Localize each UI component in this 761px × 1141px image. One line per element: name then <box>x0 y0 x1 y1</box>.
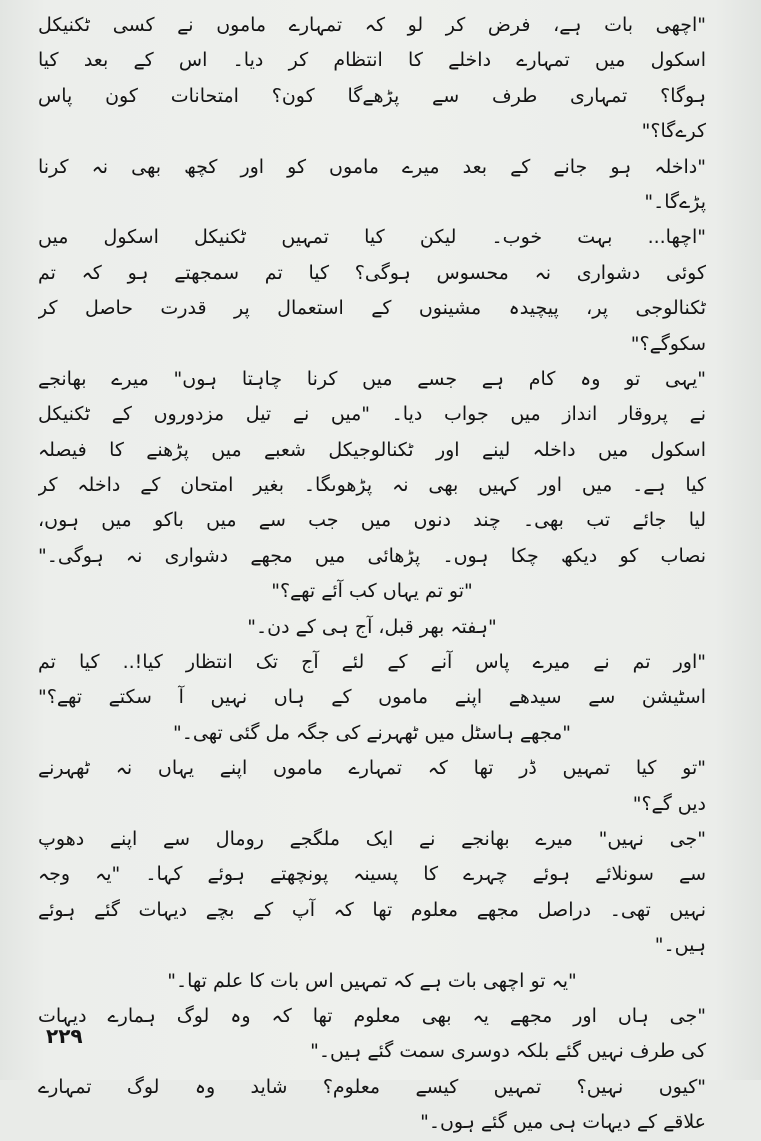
text-line: علاقے کے دیہات ہی میں گئے ہوں۔" <box>420 1111 706 1134</box>
body-text <box>38 8 706 1141</box>
text-line: ٹکنالوجی پر، پیچیدہ مشینوں کے استعمال پر قدرت حاصل کر <box>38 297 706 320</box>
text-line: اسکول میں تمہارے داخلے کا انتظام کر دیا۔ اس کے بعد کیا <box>38 49 706 72</box>
text-line: "جی نہیں" میرے بھانجے نے ایک ملگجے رومال سے اپنے دھوپ <box>38 827 706 850</box>
text-line: "اچھی بات ہے، فرض کر لو کہ تمہارے ماموں نے کسی ٹکنیکل <box>38 14 706 36</box>
text-line: ہیں۔" <box>654 934 706 957</box>
text-line: سے سونلائے ہوئے چہرے کا پسینہ پونچھتے ہوئے کہا۔ "یہ وجہ <box>38 863 706 886</box>
text-line: "کیوں نہیں؟ تمہیں کیسے معلوم؟ شاید وہ لوگ تمہارے <box>38 1075 706 1098</box>
text-line: اسٹیشن سے سیدھے اپنے ماموں کے ہاں نہیں آ سکتے تھے؟" <box>38 686 706 709</box>
text-line: "داخلہ ہو جانے کے بعد میرے ماموں کو اور کچھ بھی نہ کرنا <box>38 155 706 178</box>
text-line: نصاب کو دیکھ چکا ہوں۔ پڑھائی میں مجھے دشواری نہ ہوگی۔" <box>38 544 706 567</box>
text-line: "یہ تو اچھی بات ہے کہ تمہیں اس بات کا علم تھا۔" <box>167 969 577 992</box>
text-line: سکوگے؟" <box>630 332 706 355</box>
text-line: "مجھے ہاسٹل میں ٹھہرنے کی جگہ مل گئی تھی۔" <box>173 721 571 744</box>
text-line: دیں گے؟" <box>632 792 706 815</box>
text-line: "ہفتہ بھر قبل، آج ہی کے دن۔" <box>247 615 497 638</box>
text-line: نہیں تھی۔ دراصل مجھے معلوم تھا کہ آپ کے بچے دیہات گئے ہوئے <box>38 898 706 921</box>
text-line: ہوگا؟ تمہاری طرف سے پڑھےگا کون؟ امتحانات کون پاس <box>38 84 706 107</box>
text-line: کرےگا؟" <box>641 120 706 143</box>
text-line: "جی ہاں اور مجھے یہ بھی معلوم تھا کہ وہ لوگ ہمارے دیہات <box>38 1004 706 1027</box>
text-line: کوئی دشواری نہ محسوس ہوگی؟ کیا تم سمجھتے ہو کہ تم <box>38 261 706 284</box>
text-line: "اور تم نے میرے پاس آنے کے لئے آج تک انتظار کیا!.. کیا تم <box>38 651 706 674</box>
text-line: "تو کیا تمہیں ڈر تھا کہ تمہارے ماموں اپنے یہاں نہ ٹھہرنے <box>38 757 706 780</box>
text-line: "اچھا... بہت خوب۔ لیکن کیا تمہیں ٹکنیکل اسکول میں <box>38 226 706 249</box>
text-line: پڑےگا۔" <box>644 190 706 213</box>
text-line: اسکول میں داخلہ لینے اور ٹکنالوجیکل شعبے میں پڑھنے کا فیصلہ <box>38 438 706 461</box>
text-line: کیا ہے۔ میں اور کہیں بھی نہ پڑھوںگا۔ بغیر امتحان کے داخلہ کر <box>38 474 706 497</box>
page-number: ۲۲۹ <box>46 1024 83 1048</box>
text-line: کی طرف نہیں گئے بلکہ دوسری سمت گئے ہیں۔" <box>310 1040 706 1063</box>
text-line: "تو تم یہاں کب آئے تھے؟" <box>271 580 473 603</box>
text-line: نے پروقار انداز میں جواب دیا۔ "میں نے تیل مزدوروں کے ٹکنیکل <box>38 403 706 426</box>
text-line: لیا جائے تب بھی۔ چند دنوں میں جب سے میں باکو میں ہوں، <box>38 509 706 532</box>
text-line: "یہی تو وہ کام ہے جسے میں کرنا چاہتا ہوں" میرے بھانجے <box>38 367 706 390</box>
